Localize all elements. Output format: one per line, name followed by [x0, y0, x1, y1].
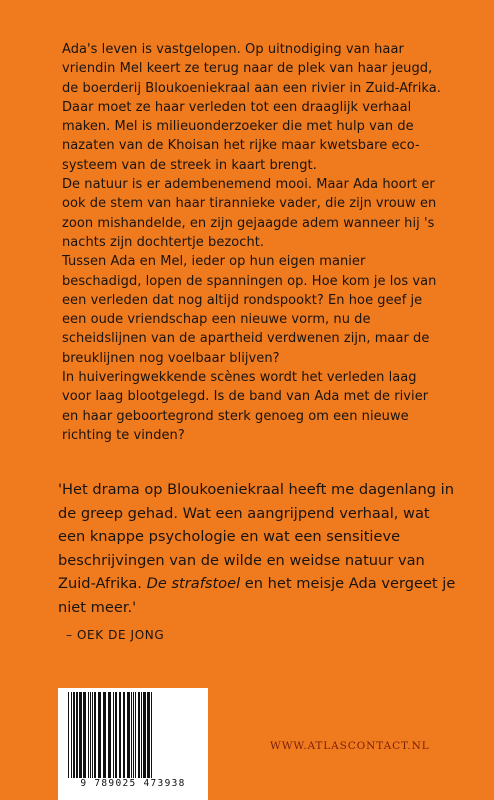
back-cover-blurb	[62, 40, 442, 445]
barcode-bar	[131, 692, 132, 778]
barcode-bar	[133, 692, 134, 778]
barcode-bar	[94, 692, 96, 778]
blurb-paragraph: De natuur is er adembenemend mooi. Maar Ada hoort er ook de stem van haar tirannieke vader, die zijn vrouw en zoon mishandelde, en zijn gejaagde adem wanneer hij 's nachts zijn dochtertje bezocht.	[62, 177, 437, 250]
barcode-bar	[138, 692, 140, 778]
quote-text-start: 'Het drama op Bloukoeniekraal heeft me dagenlang in de greep gehad. Wat een aangrijpend verhaal, wat een knappe psychologie en wat een sensitieve beschrijvingen van de wilde en weidse natuur van Zuid-Afrika.	[58, 481, 454, 593]
barcode-bars	[66, 692, 200, 778]
barcode-bar	[76, 692, 78, 778]
barcode-bar	[98, 692, 101, 778]
blurb-paragraph: In huiveringwekkende scènes wordt het verleden laag voor laag blootgelegd. Is de band van Ada met de rivier en haar geboortegrond sterk genoeg om een nieuwe richting te vinden?	[62, 370, 429, 443]
isbn-barcode	[58, 688, 208, 800]
quoted-book-title: De strafstoel	[146, 575, 241, 593]
barcode-bar	[115, 692, 117, 778]
barcode-bar	[123, 692, 125, 778]
barcode-bar	[135, 692, 136, 778]
barcode-bar	[143, 692, 146, 778]
barcode-bar	[92, 692, 93, 778]
barcode-bar	[79, 692, 82, 778]
barcode-bar	[103, 692, 106, 778]
barcode-bar	[151, 692, 152, 778]
barcode-bar	[88, 692, 89, 778]
barcode-bar	[141, 692, 142, 778]
quote-text	[58, 478, 458, 620]
barcode-bar	[127, 692, 130, 778]
barcode-bar	[108, 692, 111, 778]
quote-text-end: en het meisje Ada vergeet je niet meer.'	[58, 575, 456, 616]
barcode-bar	[90, 692, 91, 778]
barcode-bar	[113, 692, 114, 778]
isbn-number: 9 789025 473938	[80, 778, 186, 789]
barcode-bar	[119, 692, 121, 778]
review-quote	[58, 478, 458, 620]
barcode-bar	[147, 692, 150, 778]
blurb-paragraph: Ada's leven is vastgelopen. Op uitnodiging van haar vriendin Mel keert ze terug naar de plek van haar jeugd, de boerderij Bloukoeniekraal aan een rivier in Zuid-Afrika. Daar moet ze haar verleden tot een draaglijk verhaal maken. Mel is milieuonderzoeker die met hulp van de nazaten van de Khoisan het rijke maar kwetsbare eco-systeem van de streek in kaart brengt.	[62, 42, 441, 173]
barcode-bar	[73, 692, 75, 778]
barcode-bar	[68, 692, 69, 778]
barcode-bar	[71, 692, 72, 778]
barcode-bar	[83, 692, 86, 778]
quote-attribution: – OEK DE JONG	[66, 628, 165, 642]
publisher-website: WWW.ATLASCONTACT.NL	[270, 740, 430, 752]
blurb-paragraph: Tussen Ada en Mel, ieder op hun eigen manier beschadigd, lopen de spanningen op. Hoe kom je los van een verleden dat nog altijd rondspookt? En hoe geef je een oude vriendschap een nieuwe vorm, nu de scheidslijnen van de apartheid verdwenen zijn, maar de breuklijnen nog voelbaar blijven?	[62, 254, 437, 366]
